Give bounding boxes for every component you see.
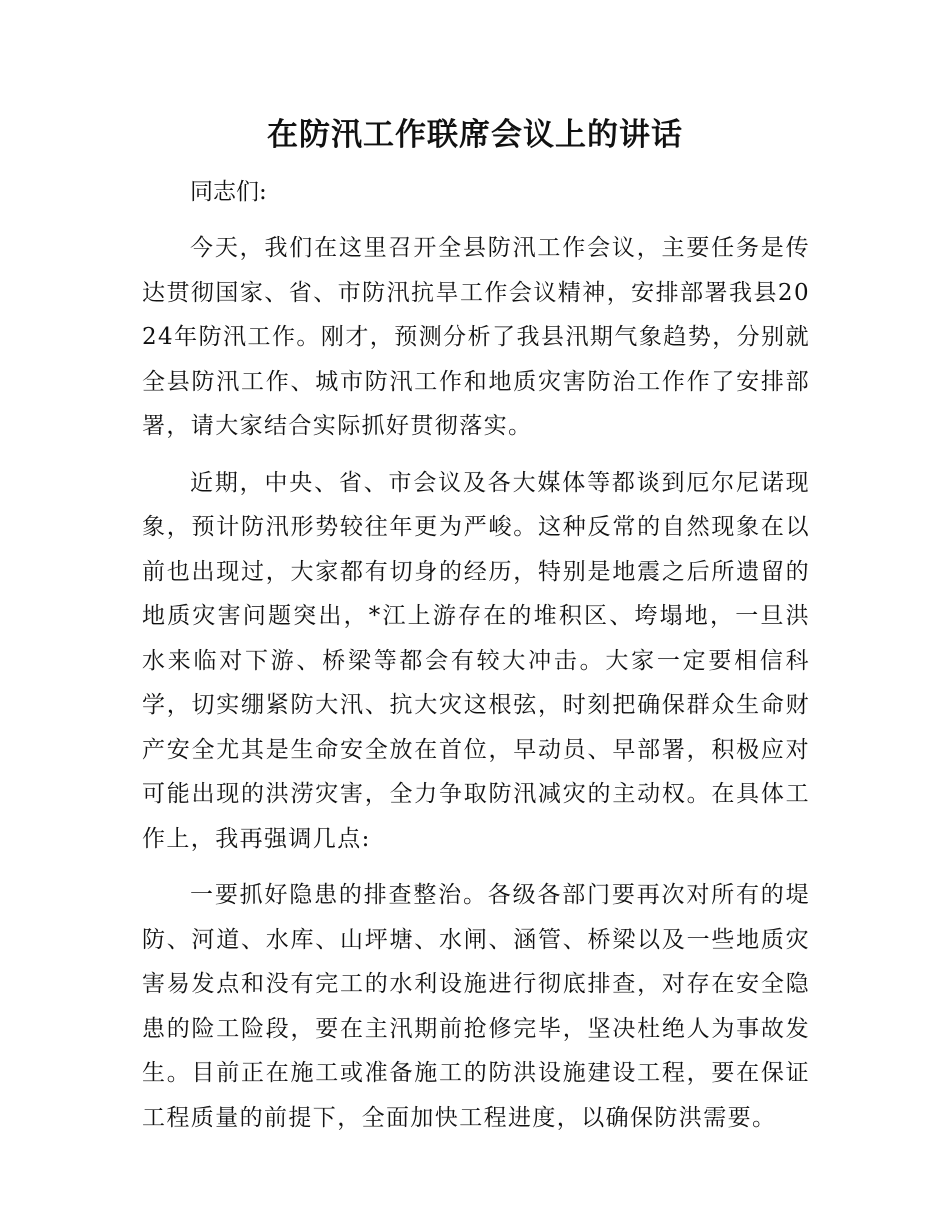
document-body xyxy=(142,170,810,1152)
document-title: 在防汛工作联席会议上的讲话 xyxy=(267,117,683,153)
paragraph-1: 今天，我们在这里召开全县防汛工作会议，主要任务是传达贯彻国家、省、市防汛抗旱工作会议精神，安排部署我县2024年防汛工作。刚才，预测分析了我县汛期气象趋势，分别就全县防汛工作、城市防汛工作和地质灾害防治工作作了安排部署，请大家结合实际抓好贯彻落实。 xyxy=(142,235,810,439)
paragraph-3: 一要抓好隐患的排查整治。各级各部门要再次对所有的堤防、河道、水库、山坪塘、水闸、涵管、桥梁以及一些地质灾害易发点和没有完工的水利设施进行彻底排查，对存在安全隐患的险工险段，要在主汛期前抢修完毕，坚决杜绝人为事故发生。目前正在施工或准备施工的防洪设施建设工程，要在保证工程质量的前提下，全面加快工程进度，以确保防洪需要。 xyxy=(142,882,810,1131)
paragraph-2: 近期，中央、省、市会议及各大媒体等都谈到厄尔尼诺现象，预计防汛形势较往年更为严峻。这种反常的自然现象在以前也出现过，大家都有切身的经历，特别是地震之后所遗留的地质灾害问题突出，*江上游存在的堆积区、垮塌地，一旦洪水来临对下游、桥梁等都会有较大冲击。大家一定要相信科学，切实绷紧防大汛、抗大灾这根弦，时刻把确保群众生命财产安全尤其是生命安全放在首位，早动员、早部署，积极应对可能出现的洪涝灾害，全力争取防汛减灾的主动权。在具体工作上，我再强调几点: xyxy=(142,469,810,852)
salutation: 同志们: xyxy=(190,179,267,205)
